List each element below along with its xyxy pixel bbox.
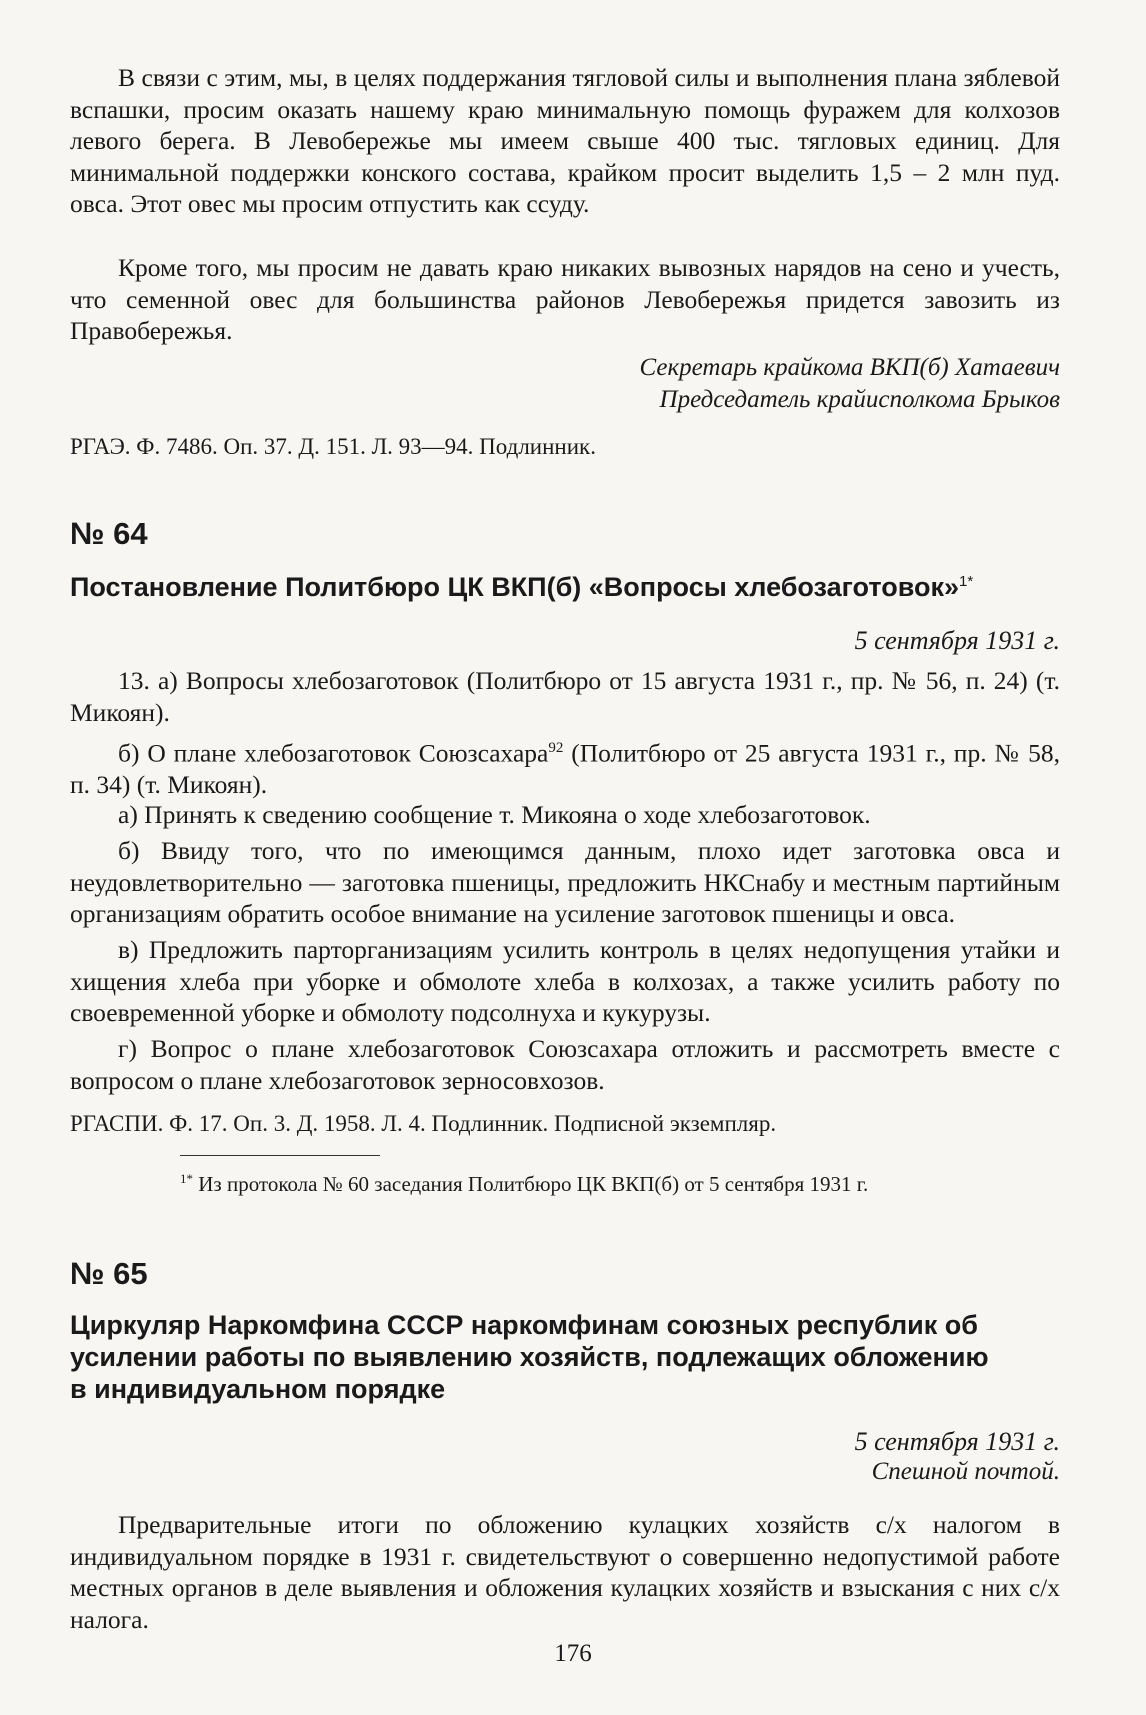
footnote-text: Из протокола № 60 заседания Политбюро ЦК ВКП(б) от 5 сентября 1931 г. (193, 1172, 869, 1196)
doc65-date: 5 сентября 1931 г. (854, 1427, 1060, 1456)
doc64-resolution-g: г) Вопрос о плане хлебозаготовок Союзсахара отложить и рассмотреть вместе с вопросом о плане хлебозаготовок зерносовхозов. (70, 1034, 1060, 1095)
doc65-paragraph-1: Предварительные итоги по обложению кулацких хозяйств с/х налогом в индивидуальном порядке в 1931 г. свидетельствуют о совершенно недопустимой работе местных органов в деле выявления и обложения кулацких хозяйств и взыскания с них с/х налога. (70, 1510, 1060, 1634)
footnote-mark: 1* (180, 1171, 193, 1186)
doc64-resolution-v: в) Предложить парторганизациям усилить контроль в целях недопущения утайки и хищения хлеба при уборке и обмолоте хлеба в колхозах, а также усилить работу по своевременной уборке и обмолоту подсолнуха и кукурузы. (70, 935, 1060, 1027)
doc65-delivery-method: Спешной почтой. (871, 1458, 1060, 1485)
doc64-title (70, 566, 1060, 603)
doc65-number: № 65 (70, 1256, 148, 1291)
signature-chairman: Председатель крайисполкома Брыков (659, 386, 1060, 413)
doc64-number: № 64 (70, 516, 148, 551)
doc64-item-13a: 13. а) Вопросы хлебозаготовок (Политбюро от 15 августа 1931 г., пр. № 56, п. 24) (т. Микоян). (70, 666, 1060, 727)
doc63-paragraph-2: Кроме того, мы просим не давать краю никаких вывозных нарядов на сено и учесть, что семенной овес для большинства районов Левобережья придется завозить из Правобережья. (70, 253, 1060, 345)
doc63-paragraph-1: В связи с этим, мы, в целях поддержания тягловой силы и выполнения плана зяблевой вспашки, просим оказать нашему краю минимальную помощь фуражем для колхозов левого берега. В Левобережье мы имеем свыше 400 тыс. тягловых единиц. Для минимальной поддержки конского состава, крайком просит выделить 1,5 – 2 млн пуд. овса. Этот овес мы просим отпустить как ссуду. (70, 63, 1060, 218)
doc64-footnote-ref-92: 92 (548, 740, 564, 756)
doc64-title-footnote-ref: 1* (958, 573, 974, 590)
doc63-archive-source: РГАЭ. Ф. 7486. Оп. 37. Д. 151. Л. 93—94. Подлинник. (70, 434, 596, 459)
doc64-date: 5 сентября 1931 г. (854, 626, 1060, 655)
doc64-title-text: Постановление Политбюро ЦК ВКП(б) «Вопросы хлебозаготовок» (70, 572, 959, 602)
doc64-item-b-plan (70, 733, 1060, 801)
doc65-title: Циркуляр Наркомфина СССР наркомфинам союзных республик об усилении работы по выявлению хозяйств, подлежащих обложению в индивидуальном порядке (70, 1310, 989, 1404)
doc64-footnote (180, 1171, 868, 1197)
page-number: 176 (554, 1640, 592, 1667)
signature-secretary: Секретарь крайкома ВКП(б) Хатаевич (639, 354, 1060, 381)
doc64-resolution-a: а) Принять к сведению сообщение т. Микояна о ходе хлебозаготовок. (118, 800, 871, 829)
doc64-resolution-b: б) Ввиду того, что по имеющимся данным, плохо идет заготовка овса и неудовлетворительно — заготовка пшеницы, предложить НКСнабу и местным партийным организациям обратить особое внимание на усиление заготовок пшеницы и овса. (70, 836, 1060, 928)
doc64-archive-source: РГАСПИ. Ф. 17. Оп. 3. Д. 1958. Л. 4. Подлинник. Подписной экземпляр. (70, 1111, 777, 1136)
footnote-divider (180, 1155, 380, 1156)
doc64-item-b-plan-text: б) О плане хлебозаготовок Союзсахара (118, 738, 549, 768)
doc64-item-b-plan-tail: (Политбюро от 25 августа 1931 г., пр. № 58, п. 34) (т. Микоян). (70, 738, 1061, 799)
